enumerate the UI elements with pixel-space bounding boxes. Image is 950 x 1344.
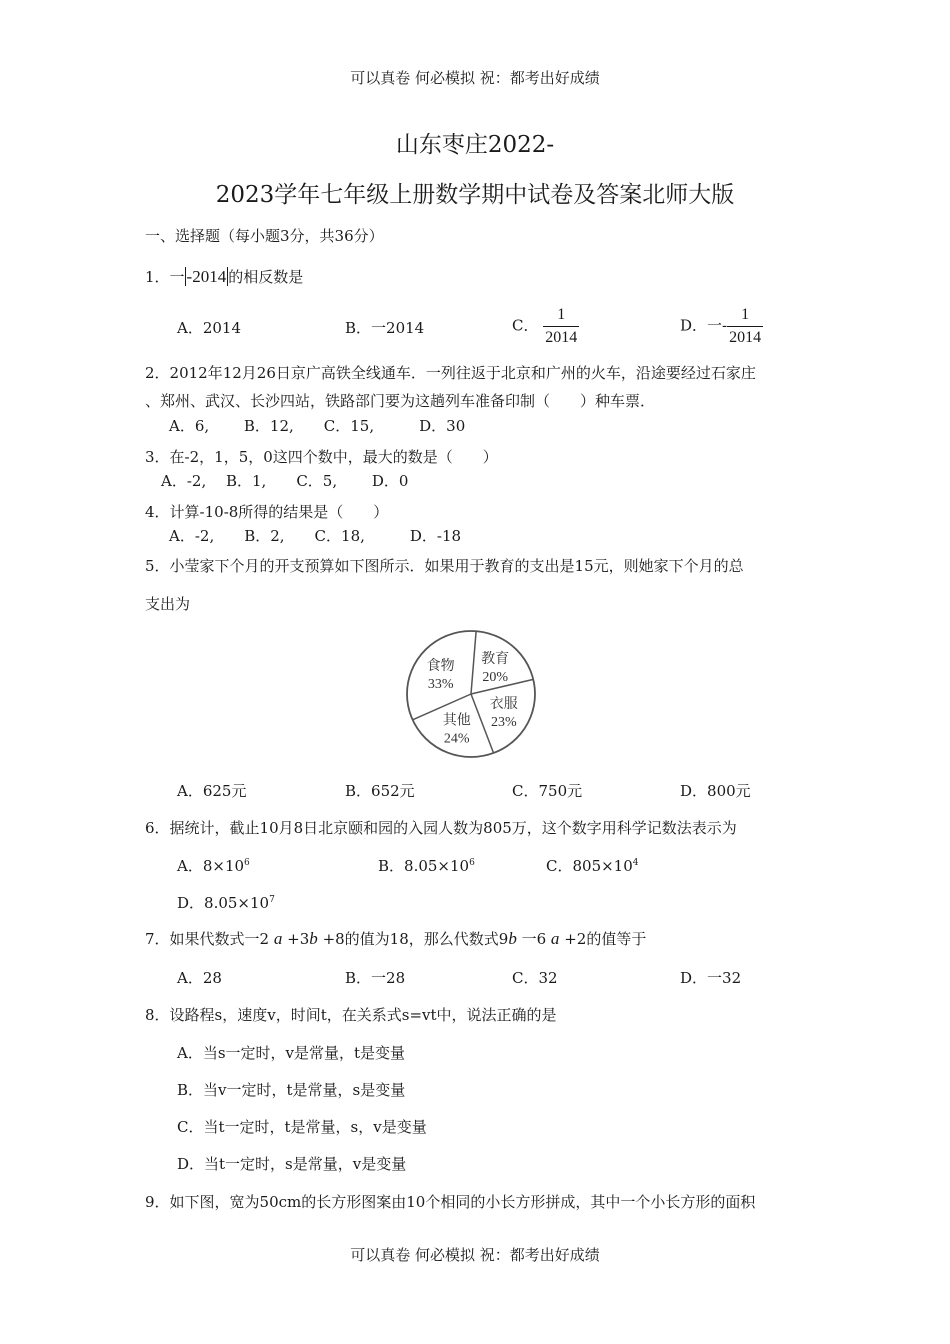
q7-text-2: +3 bbox=[287, 930, 310, 948]
pie-slice-name-2: 其他 bbox=[442, 712, 471, 729]
q8-option-a: A．当s一定时，v是常量，t是变量 bbox=[177, 1044, 406, 1062]
pie-slice-percent-3: 33% bbox=[427, 676, 454, 692]
q1-d-fraction bbox=[727, 304, 763, 349]
q1-d-label: D．一- bbox=[680, 316, 728, 335]
pie-slice-name-3: 食物 bbox=[426, 657, 455, 674]
q7-option-b: B．一28 bbox=[345, 969, 406, 987]
pie-slice-name-0: 教育 bbox=[481, 651, 510, 668]
q1-prefix: 1．一 bbox=[145, 268, 185, 286]
q6-a-exponent: 6 bbox=[244, 858, 250, 868]
q3-options: A．-2, B．1, C．5, D．0 bbox=[161, 472, 409, 490]
q7-option-d: D．一32 bbox=[680, 969, 742, 987]
q6-d-exponent: 7 bbox=[269, 895, 275, 905]
q6-b-base: B．8.05×10 bbox=[378, 857, 470, 875]
q9-line-1: 9．如下图，宽为50cm的长方形图案由10个相同的小长方形拼成，其中一个小长方形的面积 bbox=[145, 1193, 756, 1211]
q1-option-d bbox=[680, 304, 763, 349]
q7-text-3: +8的值为18，那么代数式9 bbox=[322, 930, 509, 948]
q1-abs-value: -2014 bbox=[186, 267, 227, 286]
q6-option-d bbox=[177, 892, 275, 913]
q7-var-b-1: b bbox=[309, 929, 318, 948]
q1-d-numerator: 1 bbox=[741, 306, 750, 323]
q1-c-label: C． bbox=[512, 316, 539, 335]
q8-option-b: B．当v一定时，t是常量，s是变量 bbox=[177, 1081, 406, 1099]
q4-options: A．-2, B．2, C．18, D．-18 bbox=[169, 527, 462, 545]
pie-slice-name-1: 衣服 bbox=[489, 696, 518, 713]
q2-line-2: 、郑州、武汉、长沙四站，铁路部门要为这趟列车准备印制（ ）种车票． bbox=[145, 392, 656, 410]
title-line-1: 山东枣庄2022- bbox=[395, 132, 555, 158]
pie-divider-0 bbox=[471, 631, 476, 694]
q4-stem: 4．计算-10-8所得的结果是（ ） bbox=[145, 503, 389, 521]
q7-text-4: 一6 bbox=[521, 930, 547, 948]
q6-c-exponent: 4 bbox=[632, 858, 639, 868]
q6-a-base: A．8×10 bbox=[177, 857, 245, 875]
pie-slice-percent-2: 24% bbox=[443, 731, 470, 747]
q6-stem: 6．据统计，截止10月8日北京颐和园的入园人数为805万，这个数字用科学记数法表示为 bbox=[145, 819, 737, 837]
q6-option-c bbox=[546, 855, 639, 876]
q5-option-b: B．652元 bbox=[345, 782, 415, 800]
q1-c-numerator: 1 bbox=[557, 306, 566, 323]
q6-b-exponent: 6 bbox=[469, 858, 475, 868]
q3-stem: 3．在-2，1，5，0这四个数中，最大的数是（ ） bbox=[145, 448, 498, 466]
q1-c-fraction bbox=[543, 304, 579, 349]
q8-option-c: C．当t一定时，t是常量，s，v是变量 bbox=[177, 1118, 427, 1136]
q5-option-a: A．625元 bbox=[177, 782, 247, 800]
q7-option-a: A．28 bbox=[177, 969, 222, 987]
title-line-2: 2023学年七年级上册数学期中试卷及答案北师大版 bbox=[215, 182, 735, 208]
q8-option-d: D．当t一定时，s是常量，v是变量 bbox=[177, 1155, 407, 1173]
q1-suffix: 的相反数是 bbox=[228, 268, 304, 286]
question-1-stem bbox=[145, 266, 303, 287]
q7-var-b-2: b bbox=[508, 929, 517, 948]
q6-d-base: D．8.05×10 bbox=[177, 894, 270, 912]
q7-var-a-1: a bbox=[273, 929, 283, 948]
q1-d-denominator: 2014 bbox=[727, 326, 763, 349]
q2-options: A．6, B．12, C．15, D．30 bbox=[169, 417, 466, 435]
q8-stem: 8．设路程s，速度v，时间t，在关系式s=vt中，说法正确的是 bbox=[145, 1006, 557, 1024]
q6-option-a bbox=[177, 855, 250, 876]
q7-var-a-2: a bbox=[550, 929, 560, 948]
section-heading: 一、选择题（每小题3分，共36分） bbox=[145, 227, 384, 245]
q6-c-base: C．805×10 bbox=[546, 857, 633, 875]
q5-line-1: 5．小莹家下个月的开支预算如下图所示．如果用于教育的支出是15元，则她家下个月的总 bbox=[145, 557, 744, 575]
q1-c-denominator: 2014 bbox=[543, 326, 579, 349]
q6-option-b bbox=[378, 855, 475, 876]
q5-option-d: D．800元 bbox=[680, 782, 751, 800]
q1-option-c bbox=[512, 304, 579, 349]
q1-option-a: A．2014 bbox=[177, 319, 242, 337]
page-header: 可以真卷 何必模拟 祝：都考出好成绩 bbox=[350, 69, 600, 87]
q1-option-b: B．一2014 bbox=[345, 319, 425, 337]
q7-text-1: 7．如果代数式一2 bbox=[145, 930, 270, 948]
budget-pie-chart bbox=[400, 625, 550, 765]
q7-stem bbox=[145, 928, 646, 949]
q5-line-2: 支出为 bbox=[145, 595, 191, 613]
page-footer: 可以真卷 何必模拟 祝：都考出好成绩 bbox=[350, 1246, 600, 1264]
pie-slice-percent-1: 23% bbox=[490, 715, 517, 731]
q5-option-c: C．750元 bbox=[512, 782, 583, 800]
q2-line-1: 2．2012年12月26日京广高铁全线通车．一列往返于北京和广州的火车，沿途要经过石家庄 bbox=[145, 364, 756, 382]
q7-text-5: +2的值等于 bbox=[564, 930, 647, 948]
q7-option-c: C．32 bbox=[512, 969, 558, 987]
pie-slice-percent-0: 20% bbox=[482, 670, 508, 686]
